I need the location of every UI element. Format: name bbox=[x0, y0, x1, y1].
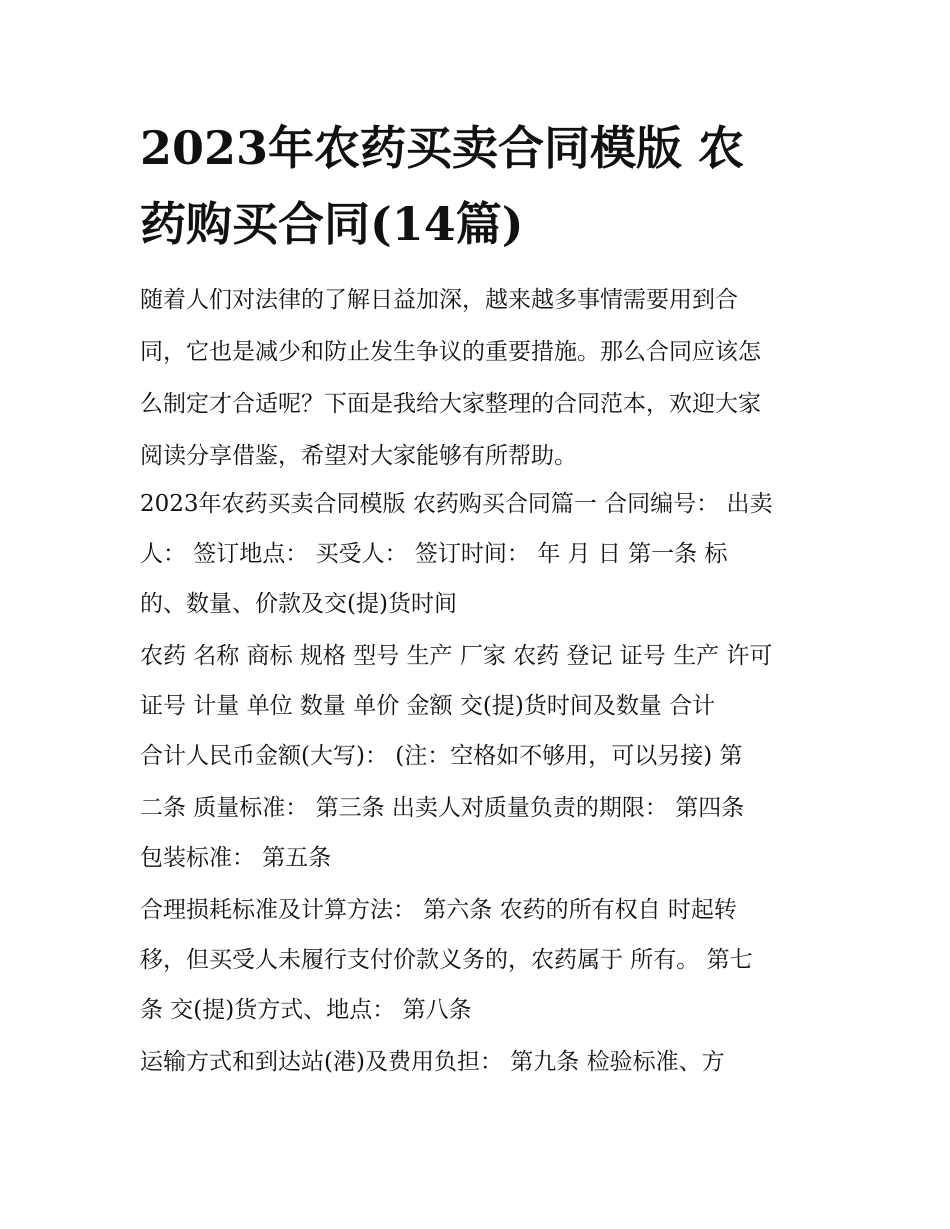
body-line-5: 2023年农药买卖合同模版 农药购买合同篇一 合同编号： 出卖 bbox=[140, 491, 773, 517]
body-line-10: 合计人民币金额(大写)： (注：空格如不够用，可以另接) 第 bbox=[140, 743, 743, 769]
body-line-3: 么制定才合适呢？下面是我给大家整理的合同范本，欢迎大家 bbox=[140, 391, 761, 417]
body-line-16: 运输方式和到达站(港)及费用负担： 第九条 检验标准、方 bbox=[140, 1049, 725, 1075]
document-title-line-1: 2023年农药买卖合同模版 农 bbox=[140, 121, 745, 175]
body-line-6: 人： 签订地点： 买受人： 签订时间： 年 月 日 第一条 标 bbox=[140, 541, 728, 567]
body-line-15: 条 交(提)货方式、地点： 第八条 bbox=[140, 997, 472, 1023]
body-line-4: 阅读分享借鉴，希望对大家能够有所帮助。 bbox=[140, 443, 577, 469]
body-line-2: 同，它也是减少和防止发生争议的重要措施。那么合同应该怎 bbox=[140, 339, 761, 365]
body-line-1: 随着人们对法律的了解日益加深，越来越多事情需要用到合 bbox=[140, 287, 738, 313]
body-line-8: 农药 名称 商标 规格 型号 生产 厂家 农药 登记 证号 生产 许可 bbox=[140, 643, 773, 669]
body-line-14: 移，但买受人未履行支付价款义务的，农药属于 所有。 第七 bbox=[140, 947, 753, 973]
body-line-7: 的、数量、价款及交(提)货时间 bbox=[140, 591, 457, 617]
body-line-13: 合理损耗标准及计算方法： 第六条 农药的所有权自 时起转 bbox=[140, 897, 737, 923]
body-line-9: 证号 计量 单位 数量 单价 金额 交(提)货时间及数量 合计 bbox=[140, 693, 716, 719]
document-title-line-2: 药购买合同(14篇) bbox=[140, 197, 524, 251]
body-line-11: 二条 质量标准： 第三条 出卖人对质量负责的期限： 第四条 bbox=[140, 795, 745, 821]
body-line-12: 包装标准： 第五条 bbox=[140, 845, 332, 871]
